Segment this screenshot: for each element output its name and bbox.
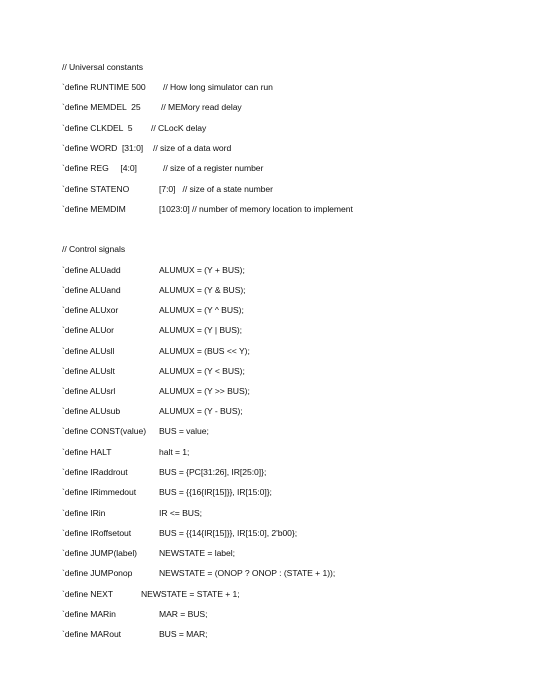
define-name: `define MEMDIM [62,204,126,214]
define-name: `define STATENO [62,184,130,194]
define-name: `define ALUsll [62,346,115,356]
define-value: ALUMUX = (Y | BUS); [159,325,243,335]
define-name: `define ALUand [62,285,121,295]
define-value: NEWSTATE = label; [159,548,235,558]
define-comment: // size of a register number [163,163,264,173]
define-value: BUS = value; [159,426,209,436]
define-name: `define ALUxor [62,305,119,315]
section-header-control: // Control signals [62,244,126,254]
define-name: `define MARout [62,629,122,639]
define-name: `define NEXT [62,589,113,599]
define-name: `define HALT [62,447,112,457]
define-value: [1023:0] // number of memory location to implement [159,204,353,214]
define-name: `define MARin [62,609,116,619]
define-name: `define REG [4:0] [62,163,137,173]
define-name: `define JUMP(label) [62,548,137,558]
define-name: `define ALUadd [62,265,121,275]
define-value: ALUMUX = (Y - BUS); [159,406,243,416]
define-value: BUS = {{14{IR[15]}}, IR[15:0], 2'b00}; [159,528,298,538]
define-comment: // MEMory read delay [161,102,242,112]
define-value: ALUMUX = (BUS << Y); [159,346,250,356]
define-value: BUS = {{16{IR[15]}}, IR[15:0]}; [159,487,272,497]
define-value: NEWSTATE = (ONOP ? ONOP : (STATE + 1)); [159,568,336,578]
define-value: NEWSTATE = STATE + 1; [141,589,240,599]
define-value: BUS = MAR; [159,629,208,639]
define-value: [7:0] // size of a state number [159,184,273,194]
define-comment: // size of a data word [153,143,232,153]
define-value: halt = 1; [159,447,190,457]
define-name: `define IRin [62,508,106,518]
define-name: `define MEMDEL 25 [62,102,141,112]
define-name: `define RUNTIME 500 [62,82,146,92]
section-header-universal: // Universal constants [62,62,144,72]
define-name: `define IRaddrout [62,467,128,477]
define-name: `define CLKDEL 5 [62,123,133,133]
define-value: ALUMUX = (Y ^ BUS); [159,305,244,315]
define-name: `define JUMPonop [62,568,133,578]
define-name: `define ALUsrl [62,386,116,396]
define-name: `define ALUslt [62,366,115,376]
define-value: BUS = {PC[31:26], IR[25:0]}; [159,467,267,477]
define-value: ALUMUX = (Y + BUS); [159,265,245,275]
define-name: `define CONST(value) [62,426,147,436]
define-value: ALUMUX = (Y & BUS); [159,285,246,295]
define-name: `define ALUsub [62,406,121,416]
define-name: `define IRoffsetout [62,528,132,538]
define-name: `define IRimmedout [62,487,137,497]
define-value: IR <= BUS; [159,508,202,518]
define-value: ALUMUX = (Y < BUS); [159,366,245,376]
define-value: MAR = BUS; [159,609,208,619]
define-comment: // How long simulator can run [163,82,273,92]
define-comment: // CLocK delay [151,123,207,133]
define-name: `define WORD [31:0] [62,143,144,153]
define-value: ALUMUX = (Y >> BUS); [159,386,250,396]
define-name: `define ALUor [62,325,114,335]
